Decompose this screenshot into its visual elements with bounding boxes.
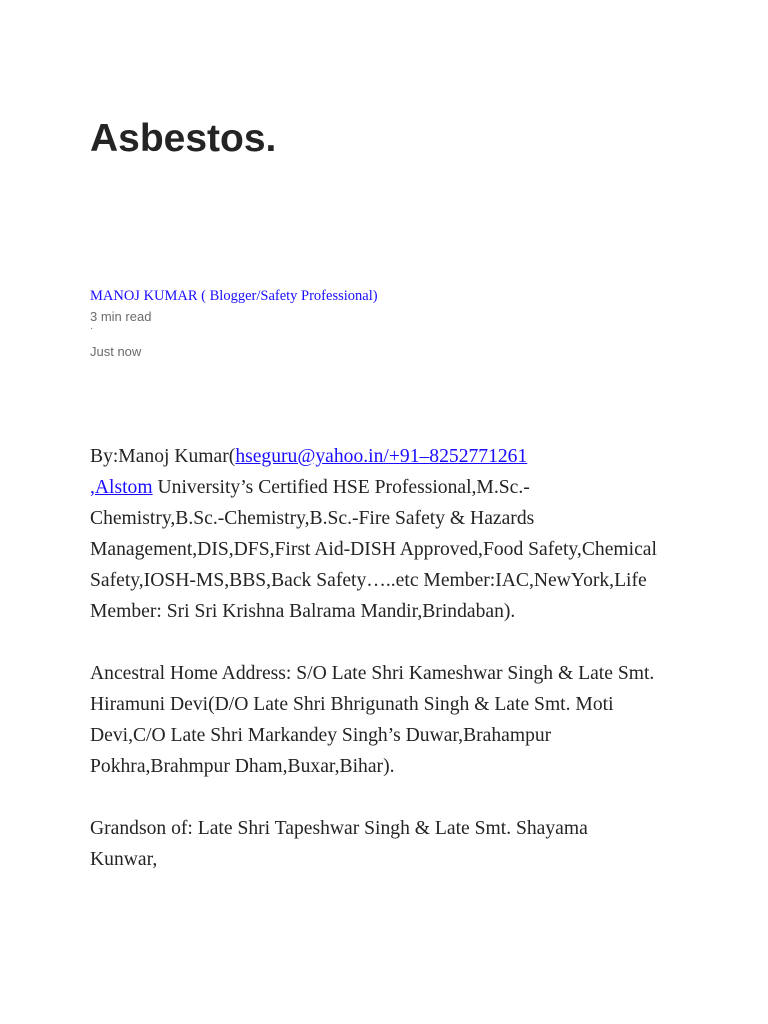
address-text: Ancestral Home Address: S/O Late Shri Kameshwar Singh & Late Smt. <box>90 663 655 684</box>
grandson-text: Kunwar, <box>90 849 158 870</box>
grandson-text: Grandson of: Late Shri Tapeshwar Singh & Late Smt. Shayama <box>90 818 588 839</box>
contact-email-link[interactable]: hseguru@yahoo.in/+91–8252771261 <box>235 446 528 467</box>
bio-prefix: By:Manoj Kumar( <box>90 446 236 467</box>
bio-text: Chemistry,B.Sc.-Chemistry,B.Sc.-Fire Safety & Hazards <box>90 508 535 529</box>
bio-text: Safety,IOSH-MS,BBS,Back Safety…..etc Member:IAC,NewYork,Life <box>90 570 647 591</box>
article-meta <box>90 286 590 360</box>
ancestral-address-paragraph <box>90 658 690 782</box>
author-link[interactable]: MANOJ KUMAR ( Blogger/Safety Professional) <box>90 288 378 304</box>
address-text: Devi,C/O Late Shri Markandey Singh’s Duwar,Brahampur <box>90 725 552 746</box>
publish-date: Just now <box>90 344 142 359</box>
address-text: Hiramuni Devi(D/O Late Shri Bhrigunath Singh & Late Smt. Moti <box>90 694 614 715</box>
meta-separator: · <box>90 323 94 334</box>
alstom-link[interactable]: ,Alstom <box>90 477 153 498</box>
bio-text: Member: Sri Sri Krishna Balrama Mandir,Brindaban). <box>90 601 516 622</box>
address-text: Pokhra,Brahmpur Dham,Buxar,Bihar). <box>90 756 395 777</box>
article-body <box>90 441 690 906</box>
article-title: Asbestos. <box>90 117 277 160</box>
read-time: 3 min read <box>90 309 152 324</box>
bio-text: Management,DIS,DFS,First Aid-DISH Approved,Food Safety,Chemical <box>90 539 657 560</box>
grandson-paragraph <box>90 813 690 875</box>
author-bio-paragraph <box>90 441 690 627</box>
bio-text: University’s Certified HSE Professional,M.Sc.- <box>152 477 530 498</box>
